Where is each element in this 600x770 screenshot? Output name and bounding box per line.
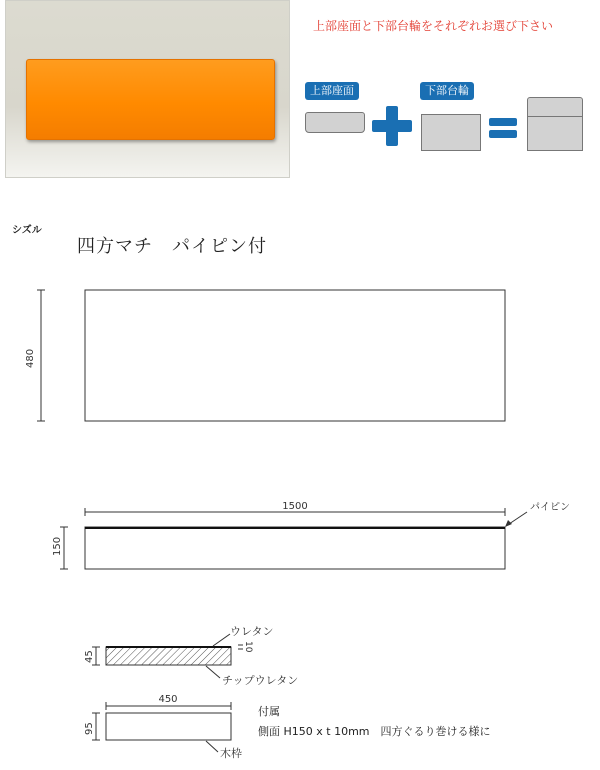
piping-label: パイピン	[530, 502, 570, 513]
badge-base: 下部台輪	[420, 82, 474, 100]
frame-height-label: 95	[84, 722, 95, 735]
side-width-label: 1500	[282, 501, 308, 512]
frame-section-rect	[106, 713, 231, 740]
side-view-rect	[85, 527, 505, 569]
top-height-label: 480	[25, 348, 36, 368]
urethane-thickness-label: 10	[243, 641, 253, 653]
chip-urethane-label: チップウレタン	[222, 674, 299, 687]
badge-top-seat: 上部座面	[305, 82, 359, 100]
urethane-label: ウレタン	[230, 625, 274, 638]
chip-urethane-section	[106, 647, 231, 665]
frame-leader	[206, 741, 218, 752]
top-view-rect	[85, 290, 505, 421]
piping-arrow	[505, 520, 512, 527]
frame-label: 木枠	[220, 747, 242, 760]
side-height-label: 150	[52, 536, 63, 556]
accessory-detail: 側面 H150 x t 10mm 四方ぐるり巻ける様に	[258, 725, 491, 738]
frame-width-label: 450	[158, 694, 178, 705]
urethane-leader	[213, 634, 230, 646]
chip-height-label: 45	[84, 650, 95, 663]
accessory-label: 付属	[258, 705, 280, 718]
product-title: 四方マチ パイピン付	[77, 236, 267, 257]
chip-leader	[206, 666, 220, 678]
instruction-text: 上部座面と下部台輪をそれぞれお選び下さい	[313, 19, 554, 33]
section-label: シズル	[12, 225, 42, 236]
